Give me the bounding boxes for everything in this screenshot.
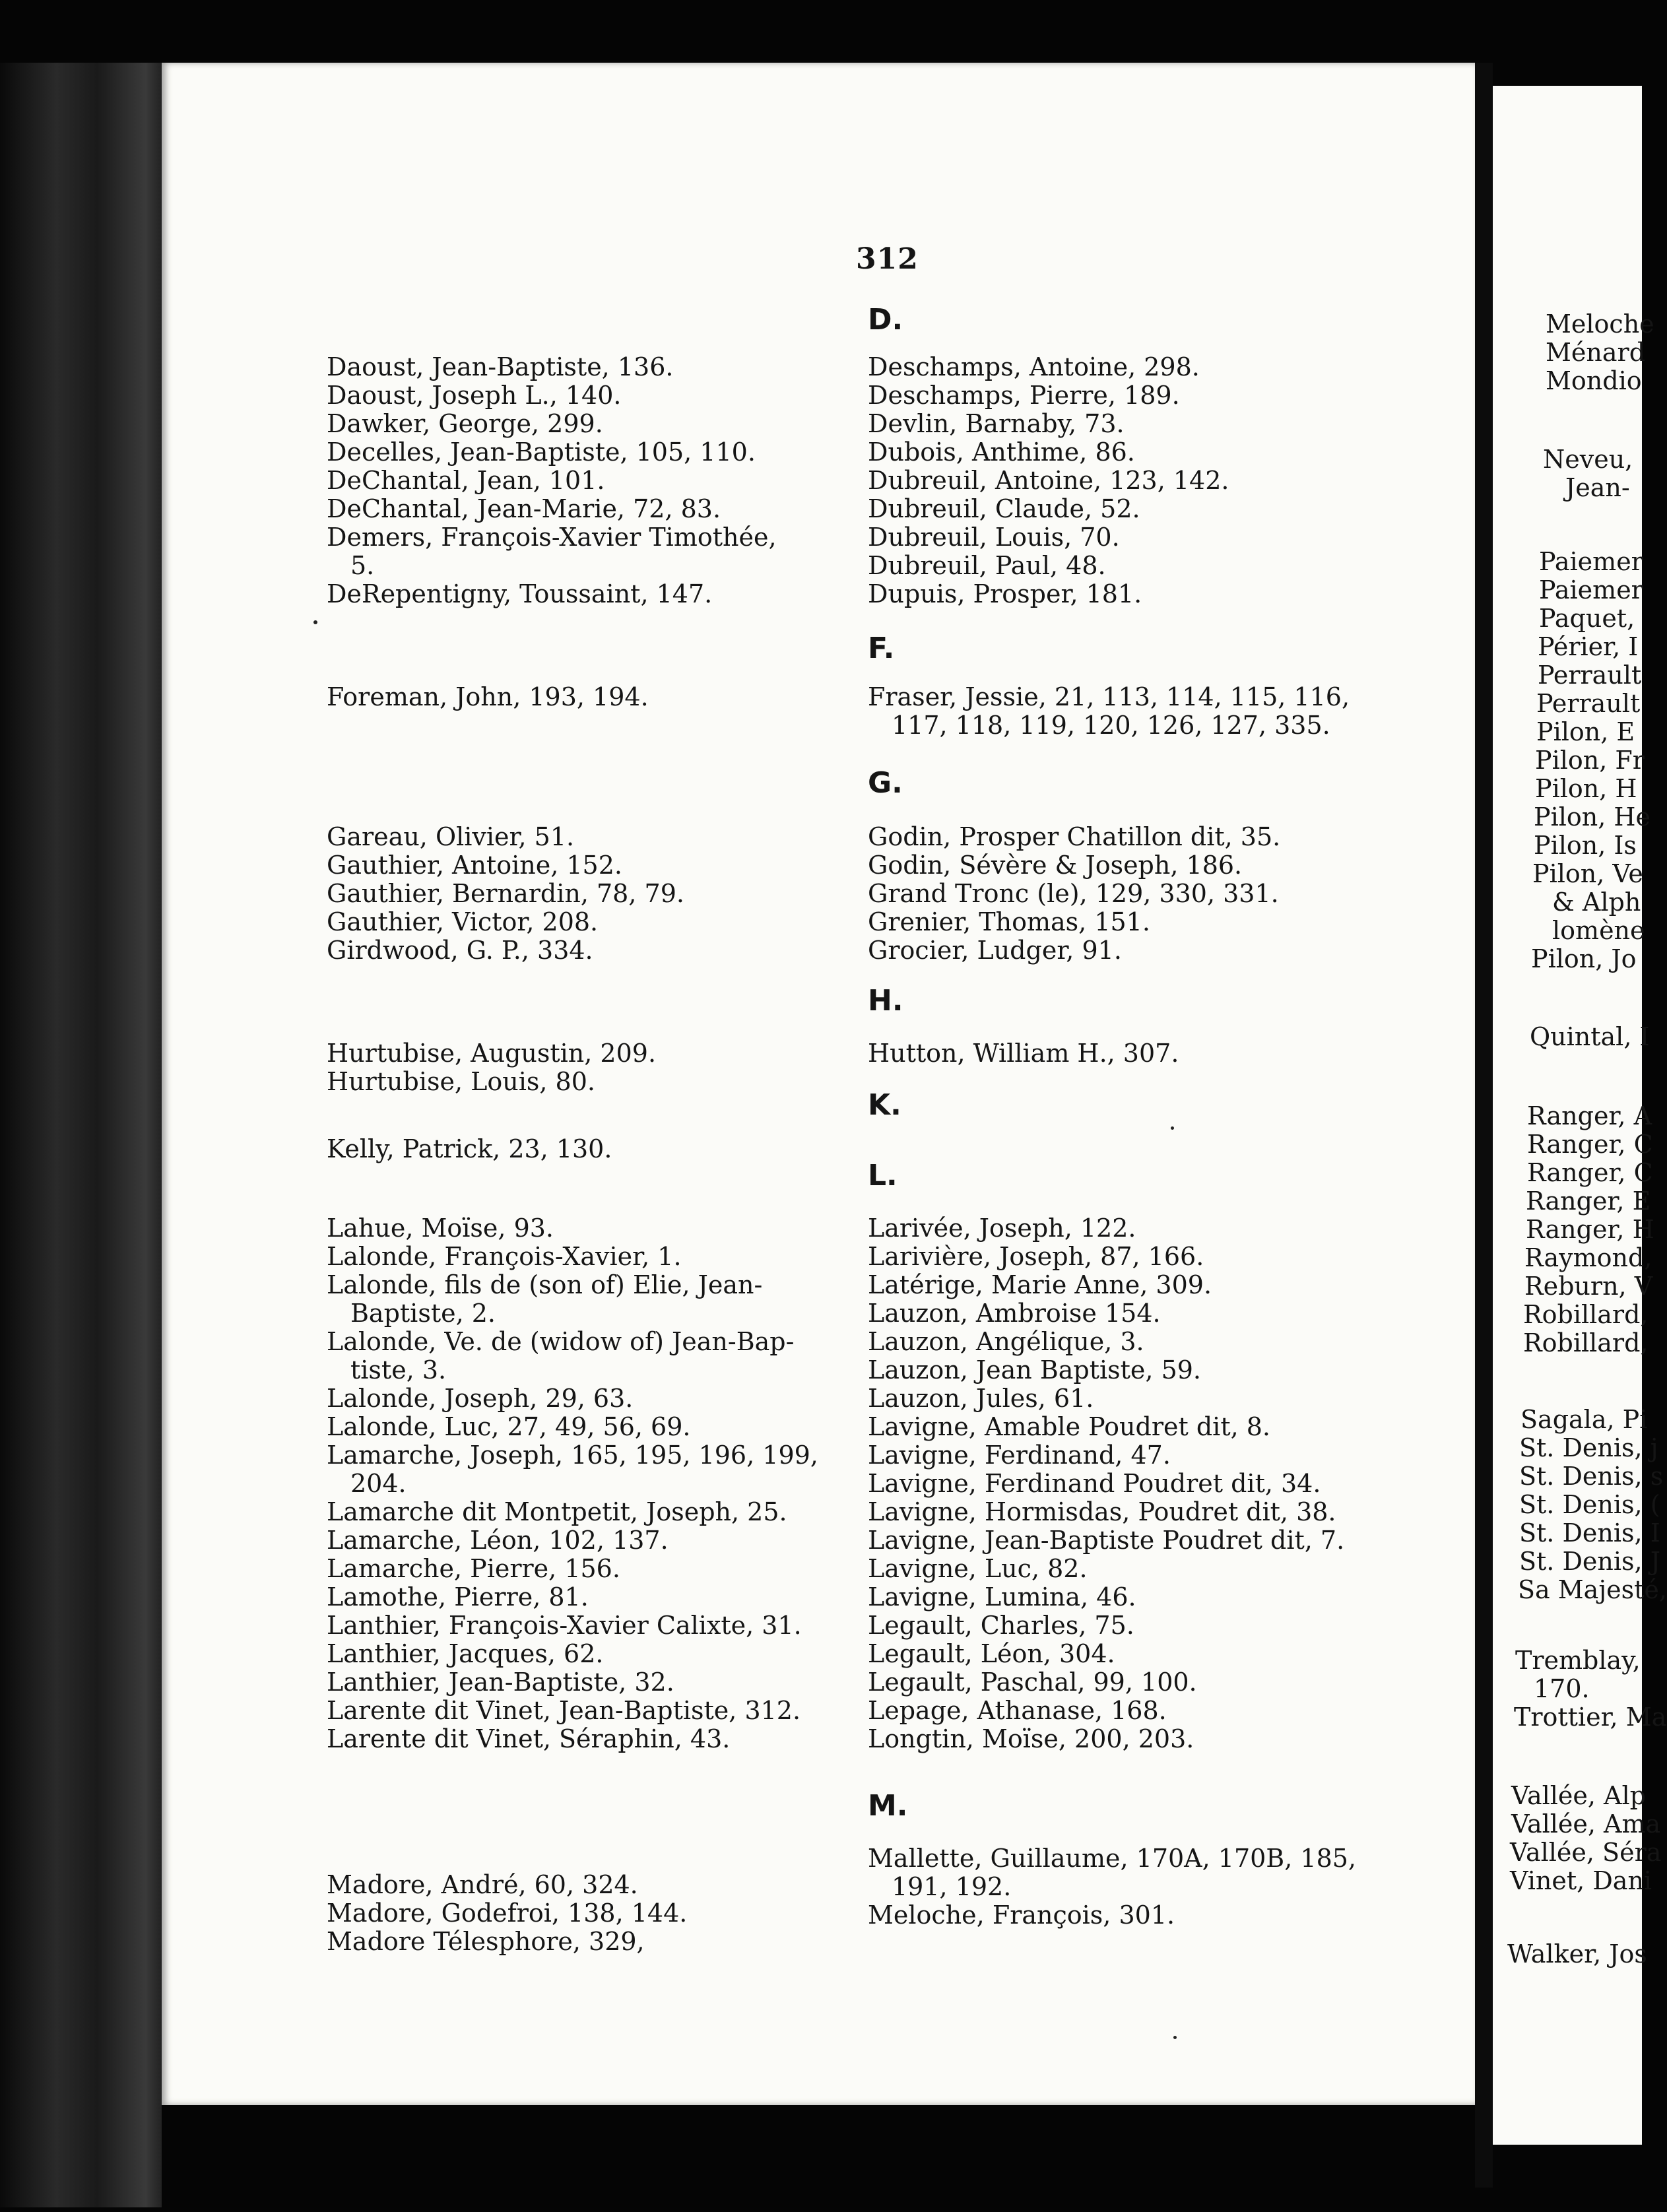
index-entry: Gauthier, Victor, 208.: [327, 907, 599, 936]
index-entry: Reburn, V: [1524, 1272, 1653, 1301]
index-entry: Paiemer: [1539, 547, 1643, 576]
index-entry: Legault, Paschal, 99, 100.: [868, 1668, 1197, 1697]
index-entry: Hurtubise, Louis, 80.: [327, 1067, 595, 1096]
index-entry: Larente dit Vinet, Jean-Baptiste, 312.: [327, 1696, 801, 1725]
index-entry: Meloche: [1546, 309, 1654, 339]
index-entry: DeChantal, Jean-Marie, 72, 83.: [327, 494, 721, 523]
index-entry: Trottier, Ma: [1514, 1703, 1667, 1732]
index-entry: Lauzon, Angélique, 3.: [868, 1327, 1144, 1356]
section-letter-k: K.: [868, 1088, 901, 1122]
index-entry: Lavigne, Jean-Baptiste Poudret dit, 7.: [868, 1526, 1345, 1555]
section-letter-h: H.: [868, 984, 903, 1018]
index-entry: Périer, I: [1538, 632, 1639, 661]
index-entry: Fraser, Jessie, 21, 113, 114, 115, 116,: [868, 682, 1350, 711]
section-letter-f: F.: [868, 632, 895, 665]
index-entry: Daoust, Joseph L., 140.: [327, 381, 622, 410]
index-entry: Lavigne, Luc, 82.: [868, 1554, 1088, 1583]
index-entry: Godin, Prosper Chatillon dit, 35.: [868, 822, 1281, 851]
index-entry: Madore, Godefroi, 138, 144.: [327, 1899, 688, 1928]
index-entry: Perrault: [1538, 661, 1642, 690]
index-page: [162, 63, 1475, 2105]
index-entry: Lavigne, Lumina, 46.: [868, 1582, 1136, 1611]
index-entry: Pilon, E: [1536, 717, 1635, 746]
index-entry: Quintal, I: [1530, 1022, 1650, 1051]
index-entry: Raymond,: [1524, 1243, 1652, 1272]
index-entry: Sa Majesté,: [1518, 1575, 1667, 1604]
index-entry: Lanthier, Jean-Baptiste, 32.: [327, 1668, 674, 1697]
index-entry: Longtin, Moïse, 200, 203.: [868, 1724, 1194, 1753]
section-letter-l: L.: [868, 1159, 898, 1192]
index-entry: Lalonde, Luc, 27, 49, 56, 69.: [327, 1412, 691, 1441]
index-entry-continuation: 170.: [1534, 1674, 1590, 1703]
index-entry: St. Denis, s: [1519, 1462, 1664, 1491]
index-entry: Legault, Léon, 304.: [868, 1639, 1115, 1668]
index-entry: Pilon, H: [1535, 774, 1637, 803]
index-entry: Lalonde, fils de (son of) Elie, Jean-: [327, 1270, 763, 1299]
index-entry-continuation: & Alph: [1552, 888, 1641, 917]
index-entry: Madore Télesphore, 329,: [327, 1927, 645, 1956]
index-entry: Perrault: [1536, 689, 1641, 718]
index-entry: Grenier, Thomas, 151.: [868, 907, 1150, 936]
index-entry-continuation: lomène: [1552, 916, 1645, 945]
index-entry: Lavigne, Ferdinand, 47.: [868, 1441, 1171, 1470]
index-entry: Paiemer: [1539, 575, 1643, 604]
index-entry-continuation: tiste, 3.: [350, 1355, 447, 1384]
section-letter-d: D.: [868, 303, 903, 337]
index-entry: Lalonde, Ve. de (widow of) Jean-Bap-: [327, 1327, 795, 1356]
index-entry: Lauzon, Jean Baptiste, 59.: [868, 1355, 1202, 1384]
index-entry: Dubreuil, Antoine, 123, 142.: [868, 466, 1229, 495]
index-entry: Deschamps, Pierre, 189.: [868, 381, 1180, 410]
index-entry: Lahue, Moïse, 93.: [327, 1214, 554, 1243]
section-letter-m: M.: [868, 1789, 908, 1823]
index-entry: Lanthier, François-Xavier Calixte, 31.: [327, 1611, 802, 1640]
index-entry: Walker, Jos: [1507, 1939, 1647, 1968]
index-entry: Larivière, Joseph, 87, 166.: [868, 1242, 1204, 1271]
index-entry: Devlin, Barnaby, 73.: [868, 409, 1125, 438]
index-entry: Lavigne, Amable Poudret dit, 8.: [868, 1412, 1271, 1441]
index-entry: Larivée, Joseph, 122.: [868, 1214, 1136, 1243]
index-entry: Legault, Charles, 75.: [868, 1611, 1134, 1640]
index-entry: Pilon, Jo: [1531, 944, 1637, 973]
index-entry: Dubreuil, Paul, 48.: [868, 551, 1106, 580]
index-entry: Vinet, Dani: [1510, 1866, 1652, 1895]
index-entry: Lamothe, Pierre, 81.: [327, 1582, 589, 1611]
index-entry: Ranger, C: [1527, 1130, 1653, 1159]
index-entry: Girdwood, G. P., 334.: [327, 936, 593, 965]
index-entry: Dubreuil, Louis, 70.: [868, 523, 1120, 552]
index-entry: St. Denis, j: [1519, 1433, 1658, 1462]
index-entry: Mondio: [1546, 366, 1642, 395]
index-entry: Gareau, Olivier, 51.: [327, 822, 575, 851]
print-speck: [1173, 2036, 1177, 2039]
index-entry: Kelly, Patrick, 23, 130.: [327, 1134, 612, 1163]
index-entry: Deschamps, Antoine, 298.: [868, 352, 1200, 381]
index-entry: Foreman, John, 193, 194.: [327, 682, 649, 711]
page-number: 312: [856, 242, 919, 276]
index-entry: Dupuis, Prosper, 181.: [868, 579, 1142, 608]
page-gutter: [1475, 63, 1493, 2188]
index-entry: Lavigne, Hormisdas, Poudret dit, 38.: [868, 1497, 1336, 1526]
index-entry: Decelles, Jean-Baptiste, 105, 110.: [327, 438, 756, 467]
index-entry: Vallée, Alp: [1511, 1781, 1646, 1810]
index-entry: Vallée, Ama: [1511, 1809, 1661, 1838]
index-entry: Ranger, E: [1526, 1187, 1651, 1216]
index-entry: Robillard,: [1523, 1300, 1649, 1329]
adjacent-page-partial: [1493, 86, 1667, 2145]
index-entry: Lamarche, Joseph, 165, 195, 196, 199,: [327, 1441, 818, 1470]
index-entry: Sagala, Pi: [1520, 1405, 1648, 1434]
index-entry: Ranger, C: [1527, 1158, 1653, 1187]
index-entry: Dubreuil, Claude, 52.: [868, 494, 1140, 523]
index-entry: Lamarche, Pierre, 156.: [327, 1554, 620, 1583]
print-speck: [1171, 1126, 1174, 1130]
print-speck: [313, 620, 317, 624]
index-entry: Gauthier, Antoine, 152.: [327, 851, 622, 880]
index-entry: Madore, André, 60, 324.: [327, 1870, 638, 1899]
index-entry-continuation: Baptiste, 2.: [350, 1299, 496, 1328]
index-entry: Latérige, Marie Anne, 309.: [868, 1270, 1212, 1299]
index-entry: Pilon, He: [1534, 802, 1651, 831]
index-entry: Tremblay,: [1515, 1646, 1641, 1675]
index-entry: Meloche, François, 301.: [868, 1901, 1175, 1930]
index-entry: Ranger, H: [1526, 1215, 1654, 1244]
index-entry: DeRepentigny, Toussaint, 147.: [327, 579, 713, 608]
index-entry: Robillard,: [1523, 1328, 1649, 1357]
book-spine: [0, 63, 162, 2207]
index-entry: Gauthier, Bernardin, 78, 79.: [327, 879, 684, 908]
index-entry: Larente dit Vinet, Séraphin, 43.: [327, 1724, 731, 1753]
index-entry: Lamarche dit Montpetit, Joseph, 25.: [327, 1497, 787, 1526]
index-entry-continuation: 204.: [350, 1469, 407, 1498]
index-entry: Lauzon, Jules, 61.: [868, 1384, 1094, 1413]
index-entry: Vallée, Séra: [1510, 1838, 1662, 1867]
index-entry: Grocier, Ludger, 91.: [868, 936, 1122, 965]
index-entry: Paquet,: [1539, 604, 1635, 633]
index-entry: Grand Tronc (le), 129, 330, 331.: [868, 879, 1279, 908]
index-entry: Lalonde, François-Xavier, 1.: [327, 1242, 682, 1271]
index-entry: Dubois, Anthime, 86.: [868, 438, 1135, 467]
index-entry-continuation: 117, 118, 119, 120, 126, 127, 335.: [892, 711, 1330, 740]
index-entry: Ménard: [1546, 338, 1646, 367]
index-entry: Daoust, Jean-Baptiste, 136.: [327, 352, 674, 381]
index-entry-continuation: 5.: [350, 551, 375, 580]
index-entry-continuation: Jean-: [1565, 473, 1630, 502]
index-entry: Hurtubise, Augustin, 209.: [327, 1039, 657, 1068]
index-entry: Pilon, Is: [1534, 831, 1637, 860]
index-entry: Ranger, A: [1527, 1101, 1652, 1130]
index-entry: Pilon, Ve: [1532, 859, 1643, 888]
index-entry: Godin, Sévère & Joseph, 186.: [868, 851, 1243, 880]
index-entry: Demers, François-Xavier Timothée,: [327, 523, 777, 552]
index-entry: Lavigne, Ferdinand Poudret dit, 34.: [868, 1469, 1321, 1498]
index-entry: Dawker, George, 299.: [327, 409, 603, 438]
index-entry: Mallette, Guillaume, 170A, 170B, 185,: [868, 1844, 1356, 1873]
index-entry-continuation: 191, 192.: [892, 1872, 1012, 1901]
index-entry: Hutton, William H., 307.: [868, 1039, 1179, 1068]
index-entry: Pilon, Fr: [1535, 746, 1645, 775]
index-entry: Lauzon, Ambroise 154.: [868, 1299, 1161, 1328]
index-entry: Lalonde, Joseph, 29, 63.: [327, 1384, 634, 1413]
index-entry: Lamarche, Léon, 102, 137.: [327, 1526, 669, 1555]
index-entry: Lanthier, Jacques, 62.: [327, 1639, 604, 1668]
index-entry: Lepage, Athanase, 168.: [868, 1696, 1167, 1725]
index-entry: Neveu,: [1543, 445, 1633, 474]
index-entry: DeChantal, Jean, 101.: [327, 466, 605, 495]
index-entry: St. Denis, (: [1519, 1490, 1660, 1519]
section-letter-g: G.: [868, 766, 903, 800]
index-entry: St. Denis, J: [1519, 1547, 1660, 1576]
index-entry: St. Denis, I: [1519, 1518, 1660, 1547]
